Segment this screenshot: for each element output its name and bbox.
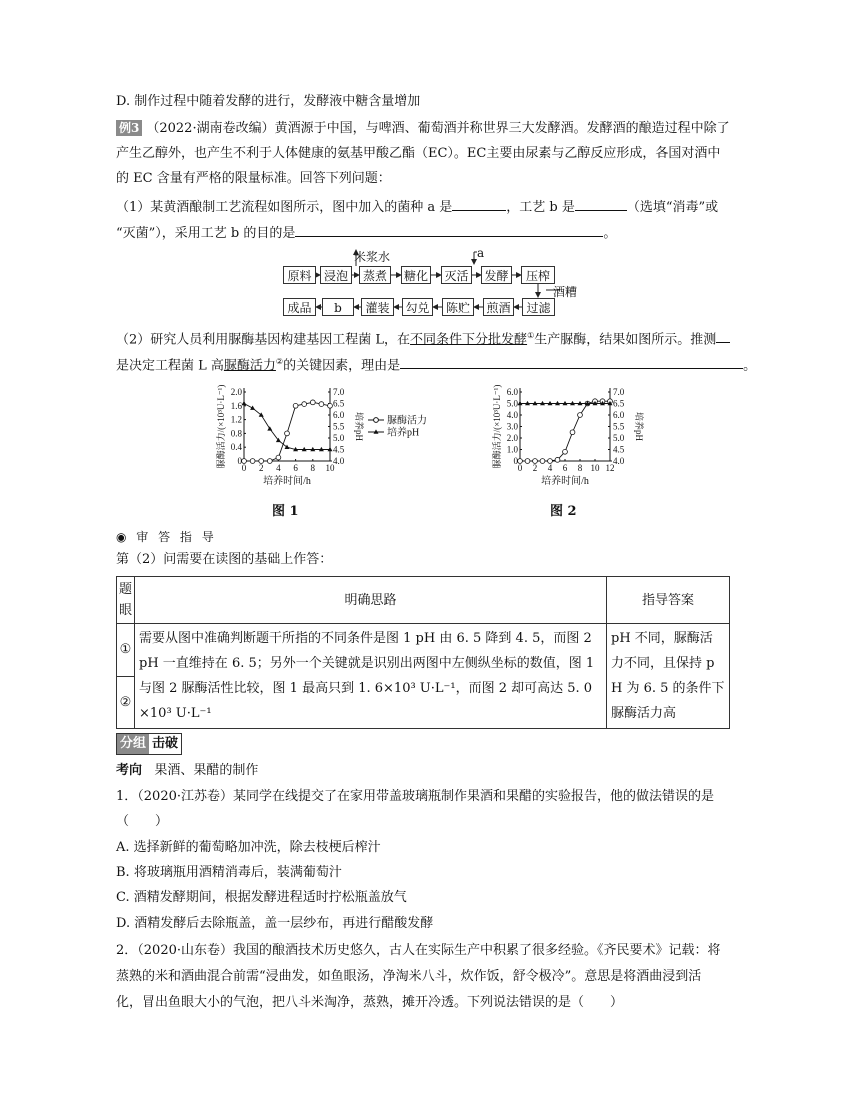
thinking-cell: 需要从图中准确判断题干所指的不同条件是图 1 pH 由 6. 5 降到 4. 5，而图 2 pH 一直维持在 6. 5；另外一个关键就是识别出两图中左侧纵坐标的数值，图 1 与图 2 脲酶活性比较，图 1 最高只到 1. 6×10³ U·L⁻¹，而图 2 却可高达 5. 0×10³ U·L⁻¹ xyxy=(135,624,607,729)
practice-1-stem: 1．（2020·江苏卷）某同学在线提交了在家用带盖玻璃瓶制作果酒和果醋的实验报告，他的做法错误的是 xyxy=(116,789,714,804)
guidance-intro: 第（2）问需要在读图的基础上作答： xyxy=(116,552,333,567)
y-tick-label-left: 2.0 xyxy=(506,433,518,443)
q2-text-b: 生产脲酶，结果如图所示。推测 xyxy=(534,332,717,348)
option-d-previous: D. 制作过程中随着发酵的进行，发酵液中糖含量增加 xyxy=(116,94,421,109)
y-tick-label-right: 6.5 xyxy=(333,398,345,409)
data-point-activity xyxy=(276,455,281,460)
data-point-ph xyxy=(250,406,255,410)
flow-box-soak: 浸泡 xyxy=(320,266,352,284)
x-tick-label: 0 xyxy=(517,463,523,473)
y-axis-label-right: 培养pH xyxy=(634,412,644,441)
example-badge: 例3 xyxy=(116,120,142,136)
x-tick-label: 8 xyxy=(310,463,316,473)
header-eye-1: 题 xyxy=(119,582,133,597)
label-lees: 酒糟 xyxy=(553,285,578,299)
data-point-activity xyxy=(518,459,523,464)
data-point-activity xyxy=(302,402,307,407)
y-tick-label-left: 2.0 xyxy=(230,387,242,397)
data-point-activity xyxy=(285,431,290,436)
practice-1-option-a[interactable]: A. 选择新鲜的葡萄略加冲洗，除去枝梗后榨汁 xyxy=(116,840,381,855)
practice-2-line-2: 蒸熟的米和酒曲混合前需“浸曲发，如鱼眼汤，净淘米八斗，炊作饭，舒令极冷”。意思是将酒曲浸到活 xyxy=(116,969,702,984)
data-point-activity xyxy=(540,459,545,464)
series-line xyxy=(244,404,330,450)
label-rice-water: 米浆水 xyxy=(354,250,391,264)
practice-1-option-d[interactable]: D. 酒精发酵后去除瓶盖，盖一层纱布，再进行醋酸发酵 xyxy=(116,916,434,931)
answer-cell: pH 不同，脲酶活力不同，且保持 pH 为 6. 5 的条件下脲酶活力高 xyxy=(607,624,730,729)
question-2-line-1 xyxy=(116,326,730,350)
table-header-row xyxy=(117,577,730,624)
data-point-activity xyxy=(563,449,568,454)
header-answer: 指导答案 xyxy=(607,577,730,624)
x-tick-label: 4 xyxy=(276,463,281,473)
figure-1-caption: 图 1 xyxy=(272,504,299,519)
example-line-2: 产生乙醇外，也产生不利于人体健康的氨基甲酸乙酯（EC）。EC主要由尿素与乙醇反应形成，各国对酒中 xyxy=(116,146,721,161)
legend-label: 培养pH xyxy=(387,427,420,439)
legend-label: 脲酶活力 xyxy=(387,415,427,427)
topic-line xyxy=(116,761,258,781)
y-axis-label-left: 脲酶活力/(×10³U·L⁻¹) xyxy=(492,384,502,469)
y-tick-label-right: 7.0 xyxy=(613,387,625,397)
flow-box-decoct: 煎酒 xyxy=(483,298,514,316)
flow-box-inactivate: 灭活 xyxy=(441,266,472,284)
x-tick-label: 4 xyxy=(547,463,553,473)
q2-end: 。 xyxy=(743,358,757,374)
y-tick-label-right: 4.5 xyxy=(333,444,345,455)
x-tick-label: 2 xyxy=(532,463,538,473)
x-tick-label: 10 xyxy=(590,463,600,473)
practice-2-line-1: 2．（2020·山东卷）我国的酿酒技术历史悠久，古人在实际生产中积累了很多经验。《齐民要术》记载：将 xyxy=(116,943,721,958)
y-tick-label-right: 4.5 xyxy=(613,444,625,455)
y-tick-label-left: 0 xyxy=(513,456,518,466)
flow-box-saccharify: 糖化 xyxy=(401,266,431,284)
blank-key-factor[interactable] xyxy=(716,328,730,343)
y-tick-label-right: 4.0 xyxy=(613,456,625,466)
table-row xyxy=(117,624,730,677)
data-point-activity xyxy=(310,400,315,405)
x-tick-label: 10 xyxy=(325,463,335,473)
topic-text: 果酒、果醋的制作 xyxy=(154,763,259,778)
x-tick-label: 0 xyxy=(241,463,247,473)
figure-2-caption: 图 2 xyxy=(550,504,577,519)
q2-text-c: 是决定工程菌 L 高 xyxy=(116,358,224,374)
q1-end: 。 xyxy=(603,226,617,241)
flow-box-b: b xyxy=(322,298,354,316)
section-badge-a: 分组 xyxy=(117,734,149,754)
data-point-activity xyxy=(250,459,255,464)
section-badge xyxy=(116,733,182,755)
q2-underlined-conditions: 不同条件下分批发酵 xyxy=(410,332,528,348)
x-axis-label: 培养时间/h xyxy=(263,476,311,487)
q1-text-c: （选填“消毒”或 xyxy=(626,200,719,215)
y-tick-label-left: 6.0 xyxy=(506,387,518,397)
chart-figure-2 xyxy=(482,378,652,498)
chart-figure-1 xyxy=(206,378,446,498)
q2-underlined-activity: 脲酶活力 xyxy=(223,358,276,374)
q2-mark-1: ① xyxy=(527,331,535,340)
y-tick-label-left: 0.8 xyxy=(230,428,242,439)
flow-box-steam: 蒸煮 xyxy=(359,266,391,284)
y-tick-label-left: 0.4 xyxy=(230,442,242,453)
q2-mark-2: ② xyxy=(275,357,284,366)
data-point-activity xyxy=(267,459,272,464)
data-point-activity xyxy=(570,430,575,435)
y-tick-label-right: 6.0 xyxy=(613,410,625,420)
legend-marker-activity xyxy=(374,418,379,423)
data-point-activity xyxy=(578,413,583,418)
x-axis-label: 培养时间/h xyxy=(541,476,589,487)
header-eye-2: 眼 xyxy=(119,603,133,618)
data-point-activity xyxy=(548,459,553,464)
flow-box-ferment: 发酵 xyxy=(481,266,512,284)
q1-text-b: ，工艺 b 是 xyxy=(506,200,575,215)
data-point-activity xyxy=(293,403,298,408)
y-tick-label-left: 5.0 xyxy=(506,398,518,409)
mark-1-cell: ① xyxy=(117,624,135,677)
x-tick-label: 2 xyxy=(258,463,264,473)
header-eye xyxy=(117,577,135,624)
y-tick-label-right: 6.5 xyxy=(613,398,625,409)
data-point-activity xyxy=(328,403,333,408)
practice-2-line-3: 化，冒出鱼眼大小的气泡，把八斗米淘净，蒸熟，摊开冷透。下列说法错误的是（ ） xyxy=(116,995,624,1010)
data-point-ph xyxy=(242,401,247,405)
x-tick-label: 6 xyxy=(562,463,568,473)
topic-label: 考向 xyxy=(116,763,143,778)
practice-1-paren: （ ） xyxy=(116,814,169,829)
q2-text-a: （2）研究人员利用脲酶基因构建基因工程菌 L，在 xyxy=(116,332,411,348)
y-axis-label-right: 培养pH xyxy=(354,412,364,441)
y-tick-label-left: 0 xyxy=(237,456,242,466)
y-tick-label-right: 5.5 xyxy=(613,421,625,432)
practice-1-option-b[interactable]: B. 将玻璃瓶用酒精消毒后，装满葡萄汁 xyxy=(116,865,342,880)
guidance-title: ◉ 审 答 指 导 xyxy=(116,530,217,544)
question-2-line-2 xyxy=(116,352,756,376)
q2-text-d: 的关键因素，理由是 xyxy=(283,358,401,374)
example-text-1: （2022·湖南卷改编）黄酒源于中国，与啤酒、葡萄酒并称世界三大发酵酒。发酵酒的酿造过程中除了 xyxy=(146,121,730,136)
data-point-ph xyxy=(267,426,272,430)
flow-box-bottling: 灌装 xyxy=(361,298,394,316)
label-a: a xyxy=(477,246,485,260)
flow-box-product: 成品 xyxy=(283,298,316,316)
y-tick-label-right: 5.0 xyxy=(333,433,345,443)
guidance-table xyxy=(116,576,730,729)
data-point-activity xyxy=(259,459,264,464)
flow-box-blend: 勾兑 xyxy=(402,298,433,316)
y-tick-label-left: 3.0 xyxy=(506,421,518,432)
y-tick-label-left: 1.0 xyxy=(506,444,518,455)
flow-box-press: 压榨 xyxy=(521,266,555,284)
q1-text-a: （1）某黄酒酿制工艺流程如图所示，图中加入的菌种 a 是 xyxy=(116,200,453,215)
example-line-3: 的 EC 含量有严格的限量标准。回答下列问题： xyxy=(116,171,391,186)
x-tick-label: 6 xyxy=(293,463,298,473)
flow-box-raw-material: 原料 xyxy=(283,266,316,284)
header-thinking: 明确思路 xyxy=(135,577,607,624)
x-tick-label: 12 xyxy=(605,463,615,473)
flow-box-age: 陈贮 xyxy=(442,298,474,316)
data-point-activity xyxy=(319,402,324,407)
y-tick-label-left: 1.6 xyxy=(230,400,242,411)
y-tick-label-right: 5.5 xyxy=(333,421,345,432)
y-tick-label-right: 7.0 xyxy=(333,387,345,397)
data-point-activity xyxy=(555,457,560,462)
data-point-activity xyxy=(525,459,530,464)
data-point-activity xyxy=(242,459,247,464)
y-axis-label-left: 脲酶活力/(×10³U·L⁻¹) xyxy=(216,384,226,469)
data-point-activity xyxy=(533,459,538,464)
y-tick-label-left: 4.0 xyxy=(506,410,518,420)
mark-2-cell: ② xyxy=(117,676,135,729)
practice-1-option-c[interactable]: C. 酒精发酵期间，根据发酵进程适时拧松瓶盖放气 xyxy=(116,890,407,905)
y-tick-label-left: 1.2 xyxy=(230,414,242,425)
section-badge-b: 击破 xyxy=(152,736,179,751)
flow-box-filter: 过滤 xyxy=(522,298,555,316)
y-tick-label-right: 4.0 xyxy=(333,456,345,466)
q1-text-d: “灭菌”），采用工艺 b 的目的是 xyxy=(116,226,296,241)
y-tick-label-right: 5.0 xyxy=(613,433,625,443)
blank-reason[interactable] xyxy=(400,354,743,369)
y-tick-label-right: 6.0 xyxy=(333,410,345,420)
x-tick-label: 8 xyxy=(577,463,583,473)
